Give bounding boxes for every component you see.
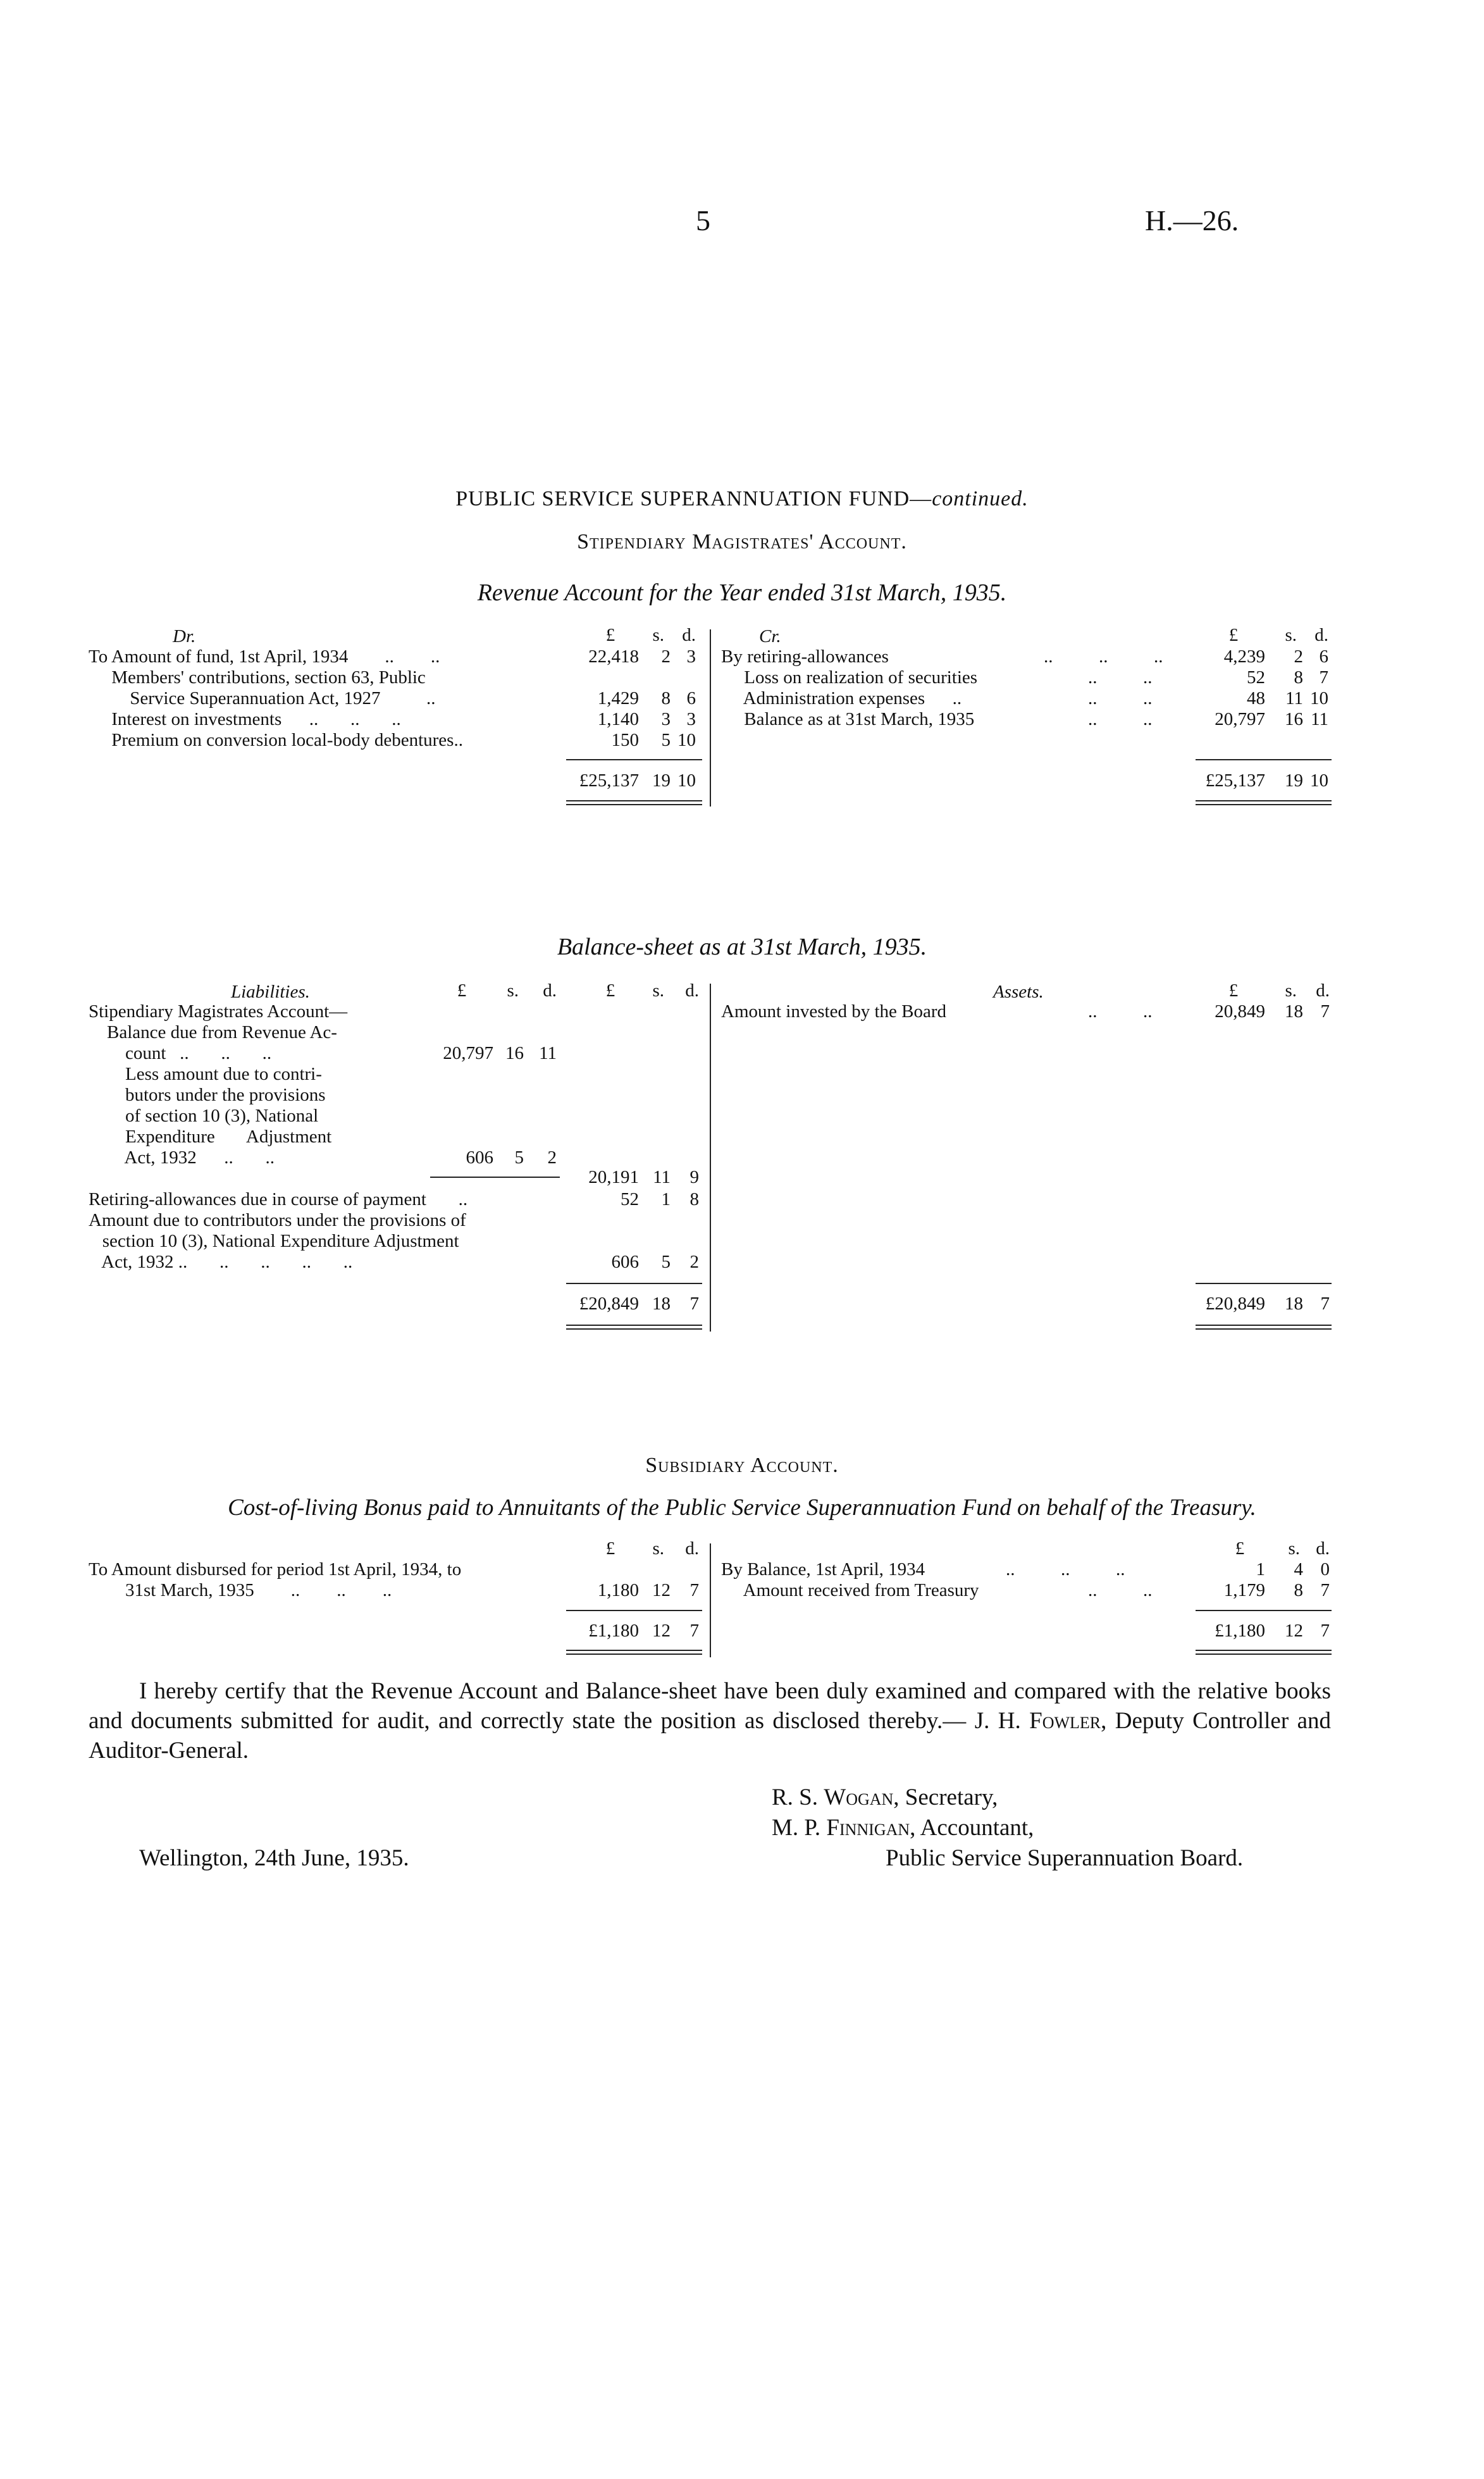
contributors-due-pence: 2: [689, 1252, 699, 1272]
revenue-dr-total-pounds: £25,137: [579, 770, 639, 791]
certification-text: I hereby certify that the Revenue Account and Balance-sheet have been duly examined and compared with the relative books and documents submitted for audit, and correctly state the position as disclosed thereby.—: [89, 1678, 1331, 1734]
fund-title-main: PUBLIC SERVICE SUPERANNUATION FUND—: [455, 487, 932, 510]
assets-total-rule: [1196, 1283, 1332, 1284]
liability-line: Balance due from Revenue Ac-: [89, 1022, 337, 1042]
revenue-cr-pence: 11: [1311, 709, 1328, 729]
rev-cr-col-pence: d.: [1314, 625, 1328, 645]
less-amount-shillings: 5: [514, 1147, 524, 1168]
secretary-initials: R. S.: [772, 1784, 824, 1810]
dr-label: Dr.: [173, 626, 196, 646]
revenue-dr-pence: 10: [677, 730, 696, 750]
revenue-dr-pence: 3: [686, 709, 696, 729]
balance-due-pounds: 20,797: [443, 1043, 493, 1063]
bs-inner-col-pence: d.: [543, 980, 557, 1001]
assets-total-shillings: 18: [1285, 1294, 1303, 1314]
revenue-cr-shillings: 2: [1294, 646, 1303, 667]
bs-col-pence: d.: [685, 980, 699, 1001]
bs-inner-col-shillings: s.: [507, 980, 519, 1001]
subsidiary-cr-total-rule: [1196, 1610, 1332, 1611]
balance-sheet-column-divider: [710, 984, 711, 1332]
revenue-column-divider: [710, 629, 711, 807]
asset-pence: 7: [1320, 1001, 1330, 1022]
assets-total-pounds: £20,849: [1205, 1294, 1265, 1314]
net-balance-shillings: 11: [653, 1167, 671, 1187]
signature-secretary: [772, 1784, 998, 1811]
revenue-cr-pounds: 52: [1247, 667, 1265, 688]
liabilities-total-pence: 7: [689, 1294, 699, 1314]
revenue-dr-row: Interest on investments .. .. ..: [89, 709, 401, 729]
revenue-cr-total-pounds: £25,137: [1205, 770, 1265, 791]
subsidiary-cr-row: By Balance, 1st April, 1934: [721, 1559, 925, 1580]
revenue-dr-shillings: 5: [661, 730, 671, 750]
revenue-cr-total-rule: [1196, 759, 1332, 760]
revenue-account-title: Revenue Account for the Year ended 31st March, 1935.: [477, 579, 1007, 606]
subsidiary-cr-pounds: 1,179: [1223, 1580, 1265, 1600]
cr-label: Cr.: [759, 626, 781, 646]
revenue-dr-shillings: 3: [661, 709, 671, 729]
sub-col-pounds: £: [605, 1538, 615, 1559]
balance-sheet-title: Balance-sheet as at 31st March, 1935.: [557, 934, 927, 960]
subsidiary-cr-total-pounds: £1,180: [1215, 1621, 1265, 1641]
account-title: Stipendiary Magistrates' Account.: [577, 530, 907, 553]
revenue-dr-total-rule: [566, 759, 702, 760]
revenue-dr-total-shillings: 19: [652, 770, 671, 791]
revenue-cr-row: Loss on realization of securities: [721, 667, 978, 688]
liabilities-total-pounds: £20,849: [579, 1294, 639, 1314]
accountant-initials: M. P.: [772, 1815, 827, 1841]
subsidiary-cr-pounds: 1: [1256, 1559, 1265, 1580]
subsidiary-cr-double-rule: [1196, 1650, 1332, 1655]
asset-row: Amount invested by the Board: [721, 1001, 947, 1022]
revenue-cr-pence: 7: [1319, 667, 1328, 688]
subsidiary-cr-total-shillings: 12: [1285, 1621, 1303, 1641]
signature-accountant: [772, 1814, 1034, 1841]
revenue-dr-pence: 6: [686, 688, 696, 708]
rev-cr-col-pounds: £: [1228, 625, 1239, 645]
balance-due-shillings: 16: [505, 1043, 524, 1063]
assets-double-rule: [1196, 1325, 1332, 1330]
liability-line: butors under the provisions: [89, 1085, 326, 1105]
liability-line: Less amount due to contri-: [89, 1064, 322, 1084]
revenue-cr-row: Balance as at 31st March, 1935: [721, 709, 975, 729]
subsidiary-subtitle: Cost-of-living Bonus paid to Annuitants of the Public Service Superannuation Fund on behalf of the Treasury.: [228, 1495, 1256, 1521]
subsidiary-cr-shillings: 8: [1294, 1580, 1303, 1600]
revenue-dr-pounds: 22,418: [588, 646, 639, 667]
sub-col-pence: d.: [685, 1538, 699, 1559]
subsidiary-dr-total-pence: 7: [689, 1621, 699, 1641]
subsidiary-dr-double-rule: [566, 1650, 702, 1655]
bs-col-pounds: £: [605, 980, 615, 1001]
revenue-cr-double-rule: [1196, 800, 1332, 805]
secretary-name: Wogan: [824, 1784, 894, 1810]
revenue-cr-shillings: 8: [1294, 667, 1303, 688]
liability-line: Act, 1932 .. .. .. .. ..: [89, 1252, 353, 1272]
revenue-dr-row: Members' contributions, section 63, Public: [89, 667, 426, 688]
contributors-due-pounds: 606: [611, 1252, 639, 1272]
document-reference: H.—26.: [1145, 204, 1239, 237]
rev-col-pence: d.: [682, 625, 696, 645]
bs-asset-col-pounds: £: [1228, 980, 1239, 1001]
liability-line: Retiring-allowances due in course of payment ..: [89, 1189, 468, 1209]
subsidiary-dr-shillings: 12: [652, 1580, 671, 1600]
subsidiary-cr-total-pence: 7: [1320, 1621, 1330, 1641]
rev-col-pounds: £: [605, 625, 615, 645]
revenue-cr-shillings: 11: [1285, 688, 1303, 708]
revenue-dr-row: Premium on conversion local-body debentures..: [89, 730, 463, 750]
subsidiary-title: Subsidiary Account.: [645, 1454, 839, 1477]
rev-cr-col-shillings: s.: [1285, 625, 1297, 645]
revenue-cr-total-shillings: 19: [1285, 770, 1303, 791]
subsidiary-cr-dots: .. .. ..: [1006, 1559, 1125, 1580]
revenue-cr-dots: .. ..: [1088, 709, 1153, 729]
subsidiary-dr-line: 31st March, 1935 .. .. ..: [89, 1580, 392, 1600]
liabilities-total-shillings: 18: [652, 1294, 671, 1314]
bs-asset-col-shillings: s.: [1285, 980, 1297, 1001]
certification-paragraph: [89, 1676, 1331, 1765]
less-amount-pence: 2: [547, 1147, 557, 1168]
sub-cr-col-pounds: £: [1235, 1538, 1245, 1559]
subsidiary-cr-row: Amount received from Treasury: [721, 1580, 979, 1600]
liabilities-total-rule: [566, 1283, 702, 1284]
net-balance-pence: 9: [689, 1167, 699, 1187]
revenue-dr-total-pence: 10: [677, 770, 696, 791]
asset-shillings: 18: [1285, 1001, 1303, 1022]
revenue-dr-row: To Amount of fund, 1st April, 1934 .. ..: [89, 646, 440, 667]
subsidiary-dr-pence: 7: [689, 1580, 699, 1600]
liability-line: count .. .. ..: [89, 1043, 272, 1063]
balance-due-pence: 11: [539, 1043, 557, 1063]
revenue-cr-dots: .. ..: [1088, 667, 1153, 688]
revenue-cr-dots: .. ..: [1088, 688, 1153, 708]
revenue-cr-shillings: 16: [1285, 709, 1303, 729]
liability-line: Amount due to contributors under the provisions of: [89, 1210, 466, 1230]
revenue-cr-row: By retiring-allowances: [721, 646, 889, 667]
revenue-dr-pounds: 150: [611, 730, 639, 750]
liability-line: of section 10 (3), National: [89, 1106, 319, 1126]
liability-line: section 10 (3), National Expenditure Adjustment: [89, 1231, 459, 1251]
subsidiary-column-divider: [710, 1543, 711, 1657]
liability-line: Act, 1932 .. ..: [89, 1147, 275, 1168]
less-amount-pounds: 606: [466, 1147, 493, 1168]
assets-total-pence: 7: [1320, 1294, 1330, 1314]
accountant-name: Finnigan: [826, 1815, 910, 1841]
subsidiary-cr-pence: 0: [1320, 1559, 1330, 1580]
subsidiary-dr-total-shillings: 12: [652, 1621, 671, 1641]
certification-signer-initials: J. H.: [974, 1708, 1030, 1734]
revenue-cr-pounds: 48: [1247, 688, 1265, 708]
subsidiary-cr-pence: 7: [1320, 1580, 1330, 1600]
subsidiary-dr-pounds: 1,180: [597, 1580, 639, 1600]
retiring-due-pounds: 52: [621, 1189, 639, 1209]
certification-signer-name: Fowler: [1029, 1708, 1101, 1734]
revenue-cr-pence: 6: [1319, 646, 1328, 667]
inner-subtotal-rule: [430, 1177, 560, 1178]
bs-asset-col-pence: d.: [1316, 980, 1330, 1001]
revenue-dr-shillings: 2: [661, 646, 671, 667]
bs-col-shillings: s.: [652, 980, 664, 1001]
liabilities-label: Liabilities.: [231, 982, 310, 1002]
secretary-title: , Secretary,: [893, 1784, 998, 1810]
subsidiary-cr-shillings: 4: [1294, 1559, 1303, 1580]
liability-line: Expenditure Adjustment: [89, 1127, 332, 1147]
revenue-cr-row: Administration expenses ..: [721, 688, 962, 708]
place-and-date: Wellington, 24th June, 1935.: [139, 1845, 409, 1871]
subsidiary-dr-line: To Amount disbursed for period 1st April, 1934, to: [89, 1559, 462, 1580]
sub-cr-col-pence: d.: [1316, 1538, 1330, 1559]
liability-line: Stipendiary Magistrates Account—: [89, 1001, 348, 1022]
certification-signer-title: , Deputy Controller and Auditor-General.: [89, 1708, 1332, 1764]
subsidiary-dr-total-pounds: £1,180: [588, 1621, 639, 1641]
page-number: 5: [696, 204, 710, 237]
subsidiary-dr-total-rule: [566, 1610, 702, 1611]
bs-inner-col-pounds: £: [457, 980, 467, 1001]
rev-col-shillings: s.: [652, 625, 664, 645]
retiring-due-shillings: 1: [661, 1189, 671, 1209]
fund-title: [0, 487, 1484, 511]
revenue-cr-total-pence: 10: [1310, 770, 1328, 791]
subsidiary-cr-dots: .. ..: [1088, 1580, 1153, 1600]
asset-row-dots: .. ..: [1088, 1001, 1153, 1022]
assets-label: Assets.: [993, 982, 1044, 1002]
liabilities-double-rule: [566, 1325, 702, 1330]
revenue-dr-double-rule: [566, 800, 702, 805]
contributors-due-shillings: 5: [661, 1252, 671, 1272]
revenue-dr-shillings: 8: [661, 688, 671, 708]
retiring-due-pence: 8: [689, 1189, 699, 1209]
fund-title-suffix: continued.: [932, 487, 1029, 510]
accountant-title: , Accountant,: [910, 1815, 1034, 1841]
revenue-dr-pence: 3: [686, 646, 696, 667]
revenue-cr-pounds: 20,797: [1215, 709, 1265, 729]
asset-pounds: 20,849: [1215, 1001, 1265, 1022]
revenue-cr-pounds: 4,239: [1223, 646, 1265, 667]
revenue-cr-pence: 10: [1310, 688, 1328, 708]
revenue-dr-pounds: 1,140: [597, 709, 639, 729]
sub-col-shillings: s.: [652, 1538, 664, 1559]
revenue-dr-row: Service Superannuation Act, 1927 ..: [89, 688, 436, 708]
signature-board: Public Service Superannuation Board.: [886, 1845, 1244, 1871]
net-balance-pounds: 20,191: [588, 1167, 639, 1187]
sub-cr-col-shillings: s.: [1288, 1538, 1300, 1559]
revenue-cr-dots: .. .. ..: [1044, 646, 1163, 667]
revenue-dr-pounds: 1,429: [597, 688, 639, 708]
